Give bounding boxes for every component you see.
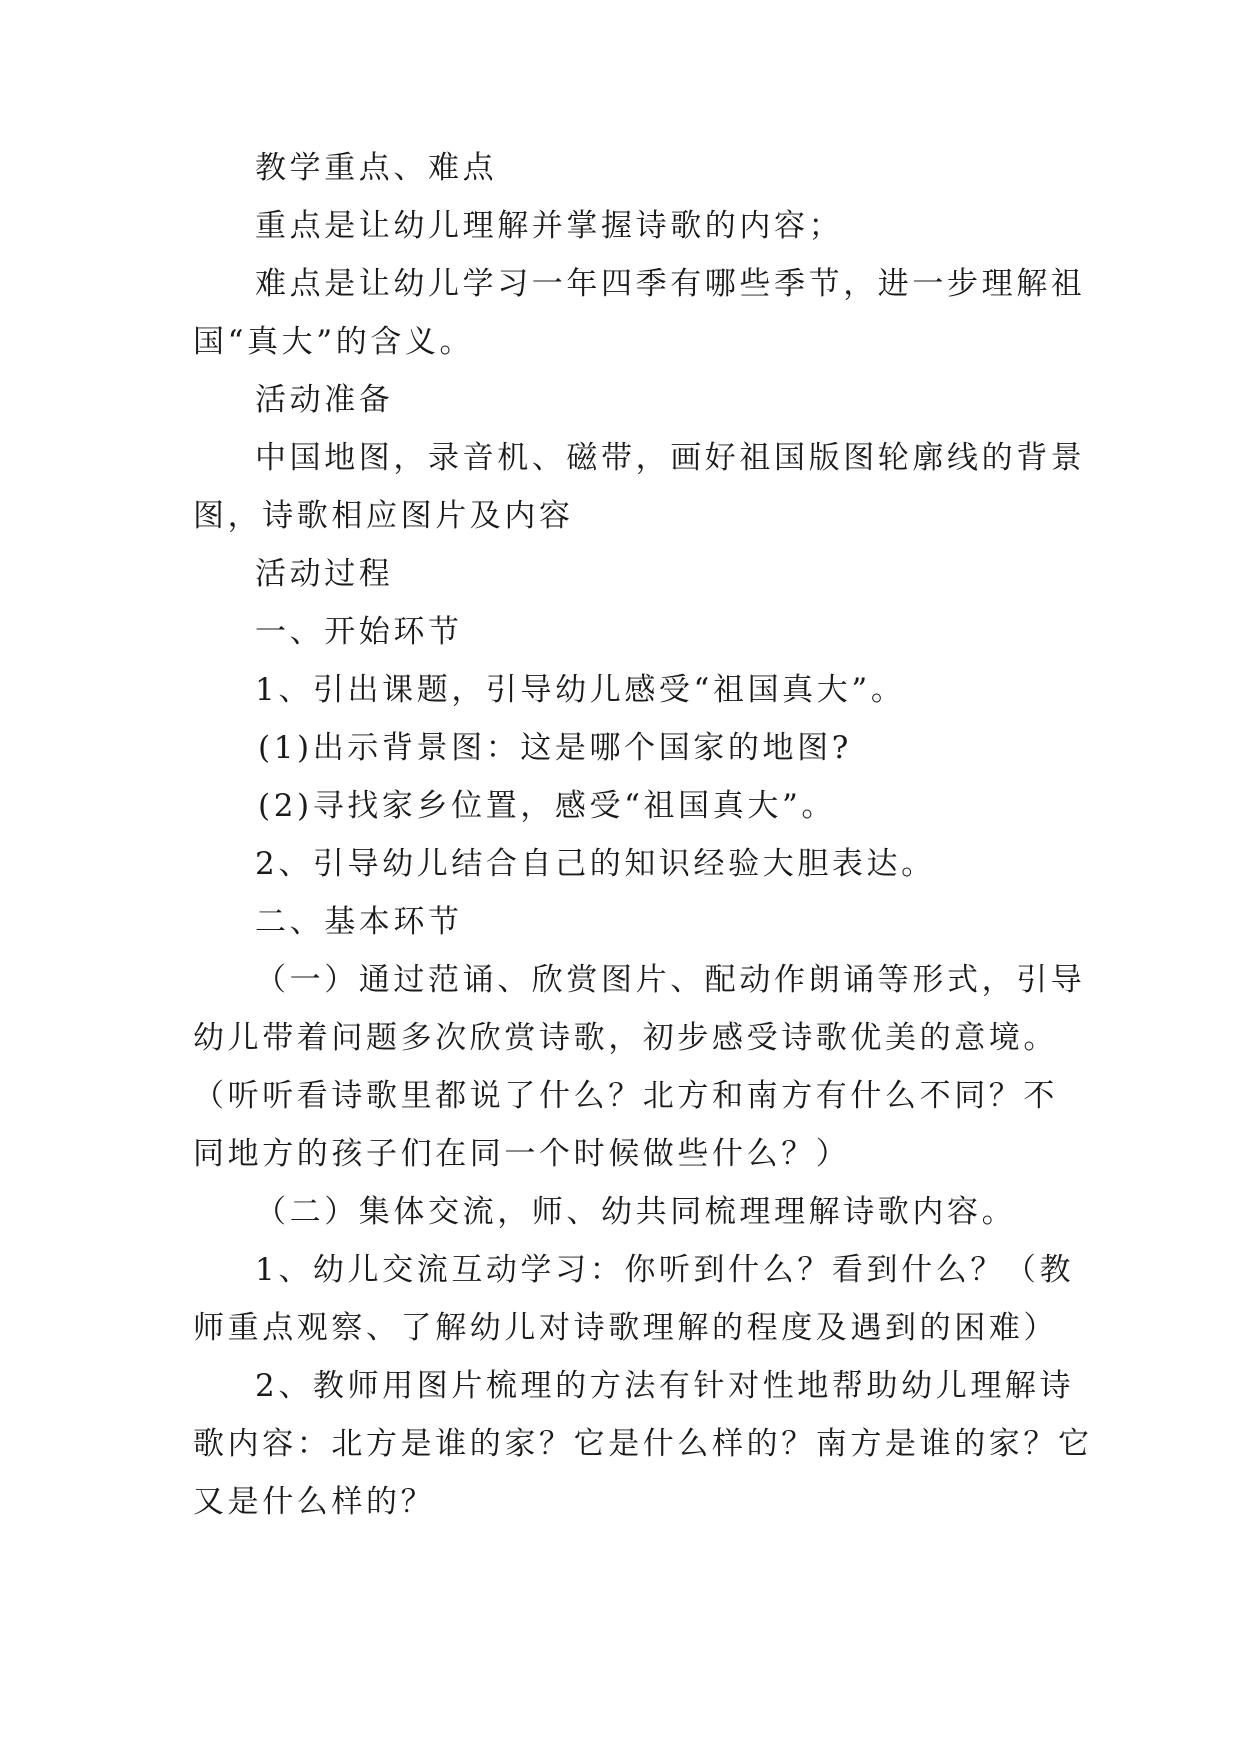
paragraph-line: 又是什么样的？ — [193, 1484, 436, 1520]
paragraph-line: 国“真大”的含义。 — [193, 324, 475, 360]
paragraph-line: 重点是让幼儿理解并掌握诗歌的内容； — [255, 208, 844, 244]
list-item: 1、引出课题，引导幼儿感受“祖国真大”。 — [255, 672, 906, 708]
paragraph-line: 同地方的孩子们在同一个时候做些什么？） — [193, 1136, 851, 1172]
section-heading-basic: 二、基本环节 — [255, 904, 463, 940]
paragraph-line: 图，诗歌相应图片及内容 — [193, 498, 574, 534]
paragraph-line: 中国地图，录音机、磁带，画好祖国版图轮廓线的背景 — [255, 440, 1086, 476]
section-heading-start: 一、开始环节 — [255, 614, 463, 650]
list-item: 1、幼儿交流互动学习：你听到什么？看到什么？（教 — [255, 1252, 1075, 1288]
paragraph-line: 难点是让幼儿学习一年四季有哪些季节，进一步理解祖 — [255, 266, 1086, 302]
heading-preparation: 活动准备 — [255, 382, 394, 418]
paragraph-line: 歌内容：北方是谁的家？它是什么样的？南方是谁的家？它 — [193, 1426, 1093, 1462]
list-item: 2、引导幼儿结合自己的知识经验大胆表达。 — [255, 846, 936, 882]
paragraph-line: 幼儿带着问题多次欣赏诗歌，初步感受诗歌优美的意境。 — [193, 1020, 1058, 1056]
list-item: (2)寻找家乡位置，感受“祖国真大”。 — [258, 788, 837, 824]
heading-key-points: 教学重点、难点 — [255, 150, 498, 186]
paragraph-line: （二）集体交流，师、幼共同梳理理解诗歌内容。 — [255, 1194, 1017, 1230]
paragraph-line: （一）通过范诵、欣赏图片、配动作朗诵等形式，引导 — [255, 962, 1086, 998]
paragraph-line: 师重点观察、了解幼儿对诗歌理解的程度及遇到的困难） — [193, 1310, 1058, 1346]
list-item: (1)出示背景图：这是哪个国家的地图? — [258, 730, 852, 766]
heading-process: 活动过程 — [255, 556, 394, 592]
list-item: 2、教师用图片梳理的方法有针对性地帮助幼儿理解诗 — [255, 1368, 1075, 1404]
paragraph-line: （听听看诗歌里都说了什么？北方和南方有什么不同？不 — [193, 1078, 1058, 1114]
